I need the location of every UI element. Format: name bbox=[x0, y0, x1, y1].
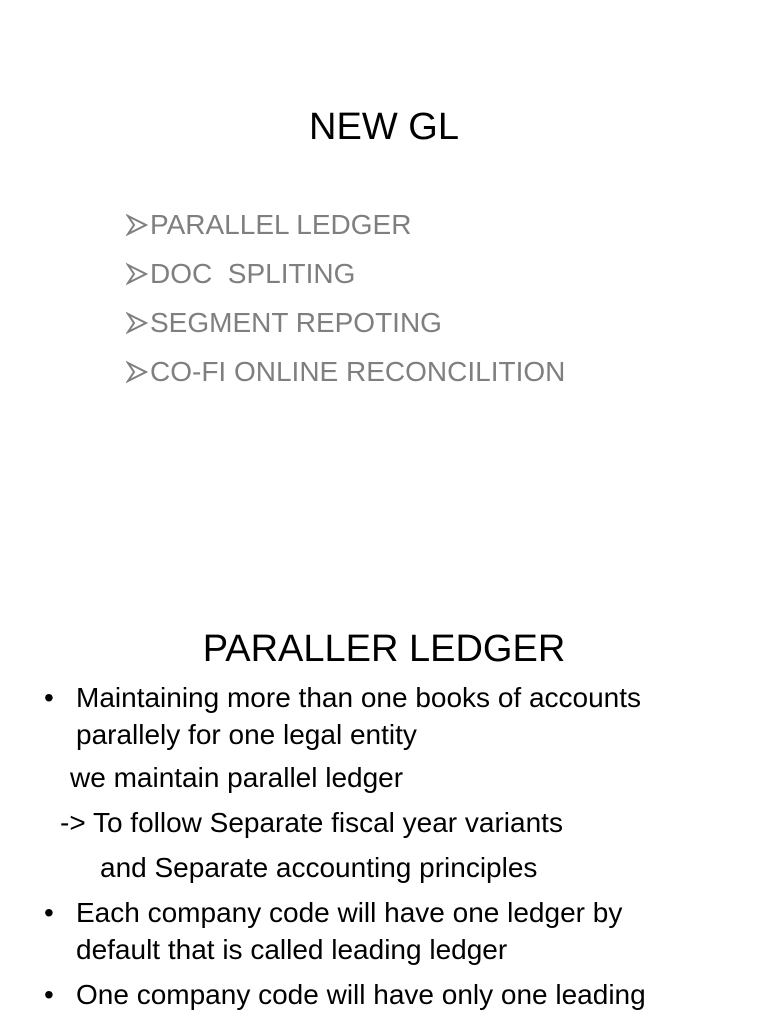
body-line: and Separate accounting principles bbox=[100, 852, 538, 883]
list-item-label: PARALLEL LEDGER bbox=[150, 209, 412, 240]
arrow-bullet-icon bbox=[126, 311, 148, 335]
arrow-bullet-icon bbox=[126, 360, 148, 384]
topic-list bbox=[126, 200, 565, 396]
bullet-item bbox=[0, 976, 768, 1013]
list-item bbox=[126, 249, 565, 298]
bullet-text-line: One company code will have only one leading bbox=[76, 979, 646, 1010]
slide-title: PARALLER LEDGER bbox=[202, 628, 566, 670]
list-item bbox=[126, 200, 565, 249]
list-item-label: CO-FI ONLINE RECONCILITION bbox=[150, 356, 566, 387]
bullet-text-line: Maintaining more than one books of accounts bbox=[76, 682, 642, 713]
body-line: we maintain parallel ledger bbox=[70, 762, 404, 793]
bullet-item bbox=[0, 679, 768, 753]
bullet-dot: • bbox=[44, 682, 54, 713]
bullet-text-line: parallely for one legal entity bbox=[76, 719, 417, 750]
list-item bbox=[126, 347, 565, 396]
slide-title: NEW GL bbox=[309, 106, 459, 148]
body-line: -> To follow Separate fiscal year variants bbox=[60, 807, 563, 838]
bullet-text-line: default that is called leading ledger bbox=[76, 934, 508, 965]
arrow-bullet-icon bbox=[126, 213, 148, 237]
list-item-label: SEGMENT REPOTING bbox=[150, 307, 442, 338]
list-item-label: DOC SPLITING bbox=[150, 258, 356, 289]
bullet-item bbox=[0, 894, 768, 968]
arrow-bullet-icon bbox=[126, 262, 148, 286]
list-item bbox=[126, 298, 565, 347]
slide-body bbox=[0, 679, 768, 1013]
slide-parallel-ledger bbox=[0, 576, 768, 1024]
bullet-text-line: Each company code will have one ledger by bbox=[76, 897, 623, 928]
bullet-dot: • bbox=[44, 897, 54, 928]
bullet-dot: • bbox=[44, 979, 54, 1010]
